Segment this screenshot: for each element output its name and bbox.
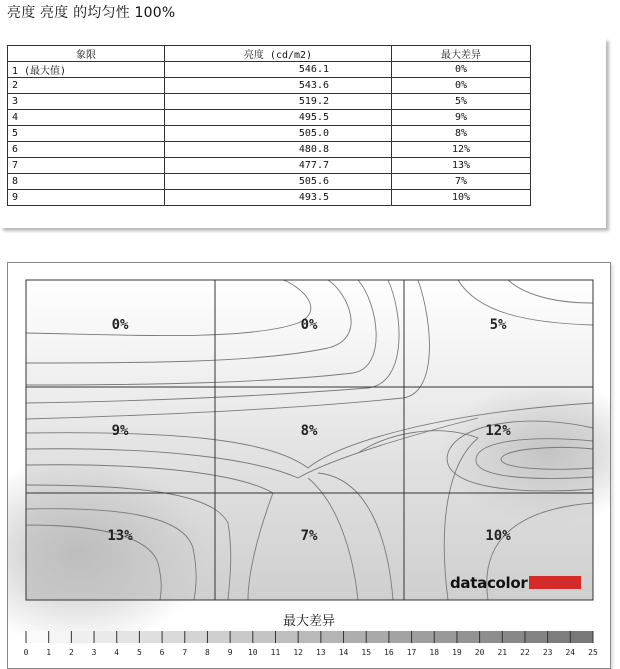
legend-segment — [185, 631, 208, 643]
table-row — [8, 126, 531, 142]
legend-segment — [298, 631, 321, 643]
legend-tick-label: 24 — [565, 648, 576, 657]
legend-segment — [117, 631, 140, 643]
legend-tick-label: 16 — [384, 648, 394, 657]
cell-luminance: 505.6 — [165, 174, 392, 190]
luminance-table-card — [0, 38, 606, 228]
quadrant-label: 0% — [300, 317, 318, 333]
legend-tick-label: 23 — [542, 648, 553, 657]
cell-quadrant: 9 — [8, 190, 165, 206]
cell-luminance: 519.2 — [165, 94, 392, 110]
table-row — [8, 110, 531, 126]
cell-max-diff: 9% — [392, 110, 531, 126]
legend-tick-label: 11 — [270, 648, 281, 657]
table-header-row — [8, 46, 531, 62]
table-row — [8, 174, 531, 190]
legend-tick-label: 19 — [452, 648, 462, 657]
legend-title: 最大差异 — [282, 614, 335, 629]
legend-segment — [570, 631, 593, 643]
cell-quadrant: 3 — [8, 94, 165, 110]
legend-tick-label: 14 — [338, 648, 349, 657]
table-row — [8, 190, 531, 206]
legend-segment — [434, 631, 457, 643]
cell-max-diff: 0% — [392, 78, 531, 94]
legend-tick-label: 4 — [114, 648, 120, 657]
legend-tick-label: 20 — [474, 648, 485, 657]
legend-segment — [321, 631, 344, 643]
legend-tick-label: 0 — [23, 648, 29, 657]
cell-max-diff: 13% — [392, 158, 531, 174]
cell-max-diff: 10% — [392, 190, 531, 206]
legend-tick-label: 6 — [159, 648, 165, 657]
table-row — [8, 142, 531, 158]
cell-luminance: 546.1 — [165, 62, 392, 78]
table-row — [8, 158, 531, 174]
legend-segment — [94, 631, 117, 643]
legend-segment — [275, 631, 298, 643]
cell-max-diff: 0% — [392, 62, 531, 78]
legend-tick-label: 17 — [406, 648, 417, 657]
legend-tick-label: 15 — [361, 648, 372, 657]
legend-segment — [525, 631, 548, 643]
cell-max-diff: 12% — [392, 142, 531, 158]
legend-segment — [480, 631, 503, 643]
legend-tick-label: 8 — [205, 648, 210, 657]
legend-tick-label: 21 — [497, 648, 508, 657]
legend-segment — [162, 631, 185, 643]
cell-quadrant: 7 — [8, 158, 165, 174]
legend-tick-label: 5 — [136, 648, 142, 657]
cell-quadrant: 6 — [8, 142, 165, 158]
legend-segment — [389, 631, 412, 643]
legend-segment — [412, 631, 435, 643]
quadrant-label: 10% — [485, 528, 511, 544]
cell-luminance: 505.0 — [165, 126, 392, 142]
quadrant-label: 12% — [485, 423, 511, 439]
cell-luminance: 480.8 — [165, 142, 392, 158]
legend-tick-label: 2 — [68, 648, 74, 657]
cell-max-diff: 8% — [392, 126, 531, 142]
legend-segment — [230, 631, 253, 643]
legend-segment — [207, 631, 230, 643]
legend-segment — [71, 631, 94, 643]
legend-tick-label: 13 — [316, 648, 326, 657]
legend-tick-label: 1 — [46, 648, 52, 657]
luminance-table — [7, 45, 531, 206]
legend-segment — [457, 631, 480, 643]
legend-segment — [26, 631, 49, 643]
header-luminance: 亮度 (cd/m2) — [165, 46, 392, 62]
legend-tick-label: 7 — [182, 648, 188, 657]
cell-quadrant: 8 — [8, 174, 165, 190]
quadrant-label: 8% — [300, 423, 318, 439]
table-row — [8, 94, 531, 110]
legend-segment — [49, 631, 72, 643]
uniformity-map-card — [7, 262, 611, 669]
legend-tick-label: 9 — [227, 648, 233, 657]
table-row — [8, 78, 531, 94]
cell-luminance: 493.5 — [165, 190, 392, 206]
cell-luminance: 543.6 — [165, 78, 392, 94]
cell-quadrant: 4 — [8, 110, 165, 126]
cell-quadrant: 5 — [8, 126, 165, 142]
cell-luminance: 495.5 — [165, 110, 392, 126]
cell-quadrant: 1 (最大值) — [8, 62, 165, 78]
cell-max-diff: 7% — [392, 174, 531, 190]
cell-quadrant: 2 — [8, 78, 165, 94]
header-max-diff: 最大差异 — [392, 46, 531, 62]
quadrant-label: 5% — [489, 317, 507, 333]
quadrant-label: 7% — [300, 528, 318, 544]
legend-segment — [366, 631, 389, 643]
legend-tick-label: 10 — [247, 648, 258, 657]
legend-segment — [502, 631, 525, 643]
page-title: 亮度 亮度 的均匀性 100% — [7, 5, 176, 21]
quadrant-label: 9% — [111, 423, 129, 439]
legend-segment — [139, 631, 162, 643]
cell-luminance: 477.7 — [165, 158, 392, 174]
legend-segment — [253, 631, 276, 643]
legend-tick-label: 3 — [91, 648, 97, 657]
legend-segment — [548, 631, 571, 643]
legend-tick-label: 18 — [429, 648, 440, 657]
legend-segment — [344, 631, 367, 643]
table-row — [8, 62, 531, 78]
header-quadrant: 象限 — [8, 46, 165, 62]
legend-tick-label: 22 — [520, 648, 530, 657]
cell-max-diff: 5% — [392, 94, 531, 110]
datacolor-logo-bar — [529, 576, 581, 589]
legend-tick-label: 12 — [293, 648, 303, 657]
quadrant-label: 0% — [111, 317, 129, 333]
legend-tick-label: 25 — [588, 648, 598, 657]
quadrant-label: 13% — [107, 528, 133, 544]
uniformity-heatmap — [8, 263, 610, 668]
datacolor-logo: datacolor — [450, 574, 528, 592]
